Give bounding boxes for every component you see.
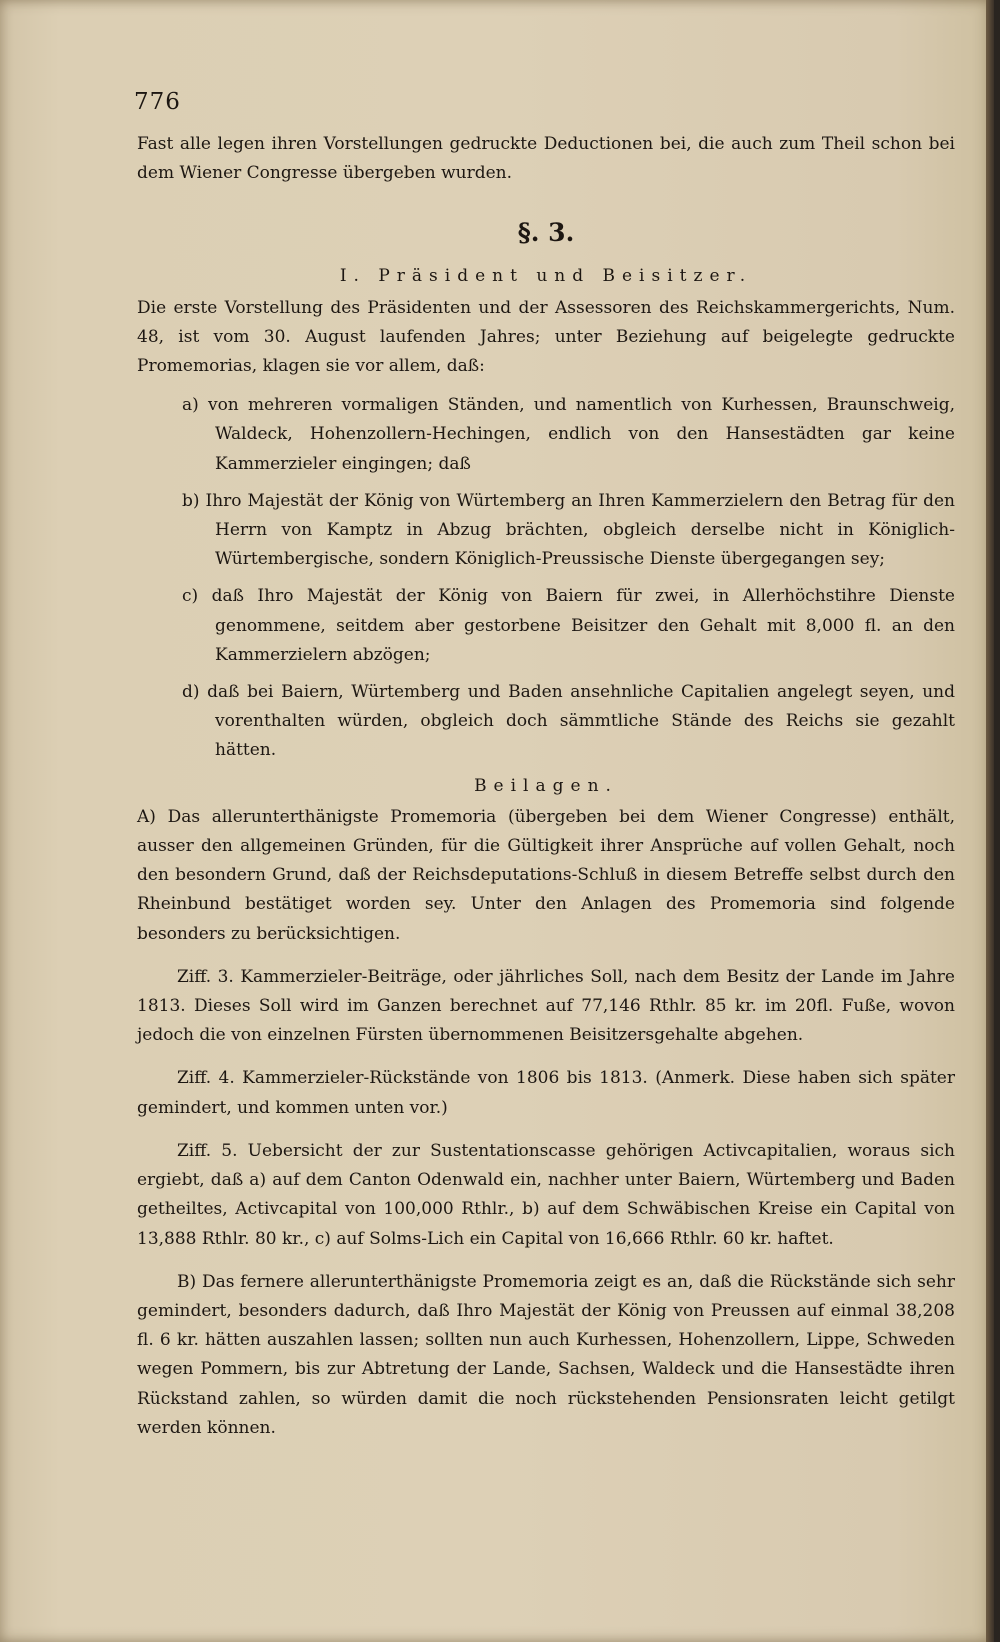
page-number: 776: [134, 89, 181, 115]
list-item-b: b) Ihro Majestät der König von Würtemberg an Ihren Kammerzielern den Betrag für den Herrn von Kamptz in Abzug brächten, obgleich derselbe nicht in Königlich-Würtembergische, sondern Königlich-Preussische Dienste übergegangen sey;: [182, 490, 955, 570]
list-item-a: a) von mehreren vormaligen Ständen, und namentlich von Kurhessen, Braunschweig, Waldeck, Hohenzollern-Hechingen, endlich von den Hansestädten gar keine Kammerzieler eingingen; daß: [182, 395, 955, 474]
page-text: [134, 88, 955, 1443]
ziffer-5: Ziff. 5. Uebersicht der zur Sustentationscasse gehörigen Activcapitalien, woraus sich ergiebt, daß a) auf dem Canton Odenwald ein, nachher unter Baiern, Würtemberg und Baden getheiltes, Activcapital von 100,000 Rthlr., b) auf dem Schwäbischen Kreise ein Capital von 13,888 Rthlr. 80 kr., c) auf Solms-Lich ein Capital von 16,666 Rthlr. 60 kr. haftet.: [137, 1140, 955, 1249]
paragraph-a: A) Das allerunterthänigste Promemoria (übergeben bei dem Wiener Congresse) enthält, ausser den allgemeinen Gründen, für die Gültigkeit ihrer Ansprüche auf vollen Gehalt, noch den besondern Grund, daß der Reichsdeputations-Schluß in diesem Betreffe selbst durch den Rheinbund bestätiget worden sey. Unter den Anlagen des Promemoria sind folgende besonders zu berücksichtigen.: [137, 806, 955, 944]
beilagen-heading: Beilagen.: [474, 775, 618, 796]
list-item-c: c) daß Ihro Majestät der König von Baiern für zwei, in Allerhöchstihre Dienste genommene, seitdem aber gestorbene Beisitzer den Gehalt mit 8,000 fl. an den Kammerzielern abzögen;: [182, 586, 955, 665]
section-heading: §. 3.: [517, 218, 575, 248]
subsection-heading: I. Präsident und Beisitzer.: [339, 266, 753, 287]
page-edge: [986, 0, 994, 1642]
ziffer-3: Ziff. 3. Kammerzieler-Beiträge, oder jährliches Soll, nach dem Besitz der Lande im Jahre 1813. Dieses Soll wird im Ganzen berechnet auf 77,146 Rthlr. 85 kr. im 20fl. Fuße, wovon jedoch die von einzelnen Fürsten übernommenen Beisitzersgehalte abgehen.: [137, 966, 955, 1046]
intro-paragraph: Fast alle legen ihren Vorstellungen gedruckte Deductionen bei, die auch zum Theil schon bei dem Wiener Congresse übergeben wurden.: [137, 134, 955, 184]
paragraph-first-petition: Die erste Vorstellung des Präsidenten und der Assessoren des Reichskammergerichts, Num. 48, ist vom 30. August laufenden Jahres; unter Beziehung auf beigelegte gedruckte Promemorias, klagen sie vor allem, daß:: [137, 297, 955, 377]
ziffer-4: Ziff. 4. Kammerzieler-Rückstände von 1806 bis 1813. (Anmerk. Diese haben sich später gemindert, und kommen unten vor.): [137, 1068, 955, 1118]
paragraph-b: B) Das fernere allerunterthänigste Promemoria zeigt es an, daß die Rückstände sich sehr gemindert, besonders dadurch, daß Ihro Majestät der König von Preussen auf einmal 38,208 fl. 6 kr. hätten auszahlen lassen; sollten nun auch Kurhessen, Hohenzollern, Lippe, Schweden wegen Pommern, bis zur Abtretung der Lande, Sachsen, Waldeck und die Hansestädte ihren Rückstand zahlen, so würden damit die noch rückstehenden Pensionsraten leicht getilgt werden können.: [137, 1271, 955, 1438]
list-item-d: d) daß bei Baiern, Würtemberg und Baden ansehnliche Capitalien angelegt seyen, und vorenthalten würden, obgleich doch sämmtliche Stände des Reichs sie gezahlt hätten.: [182, 682, 955, 761]
